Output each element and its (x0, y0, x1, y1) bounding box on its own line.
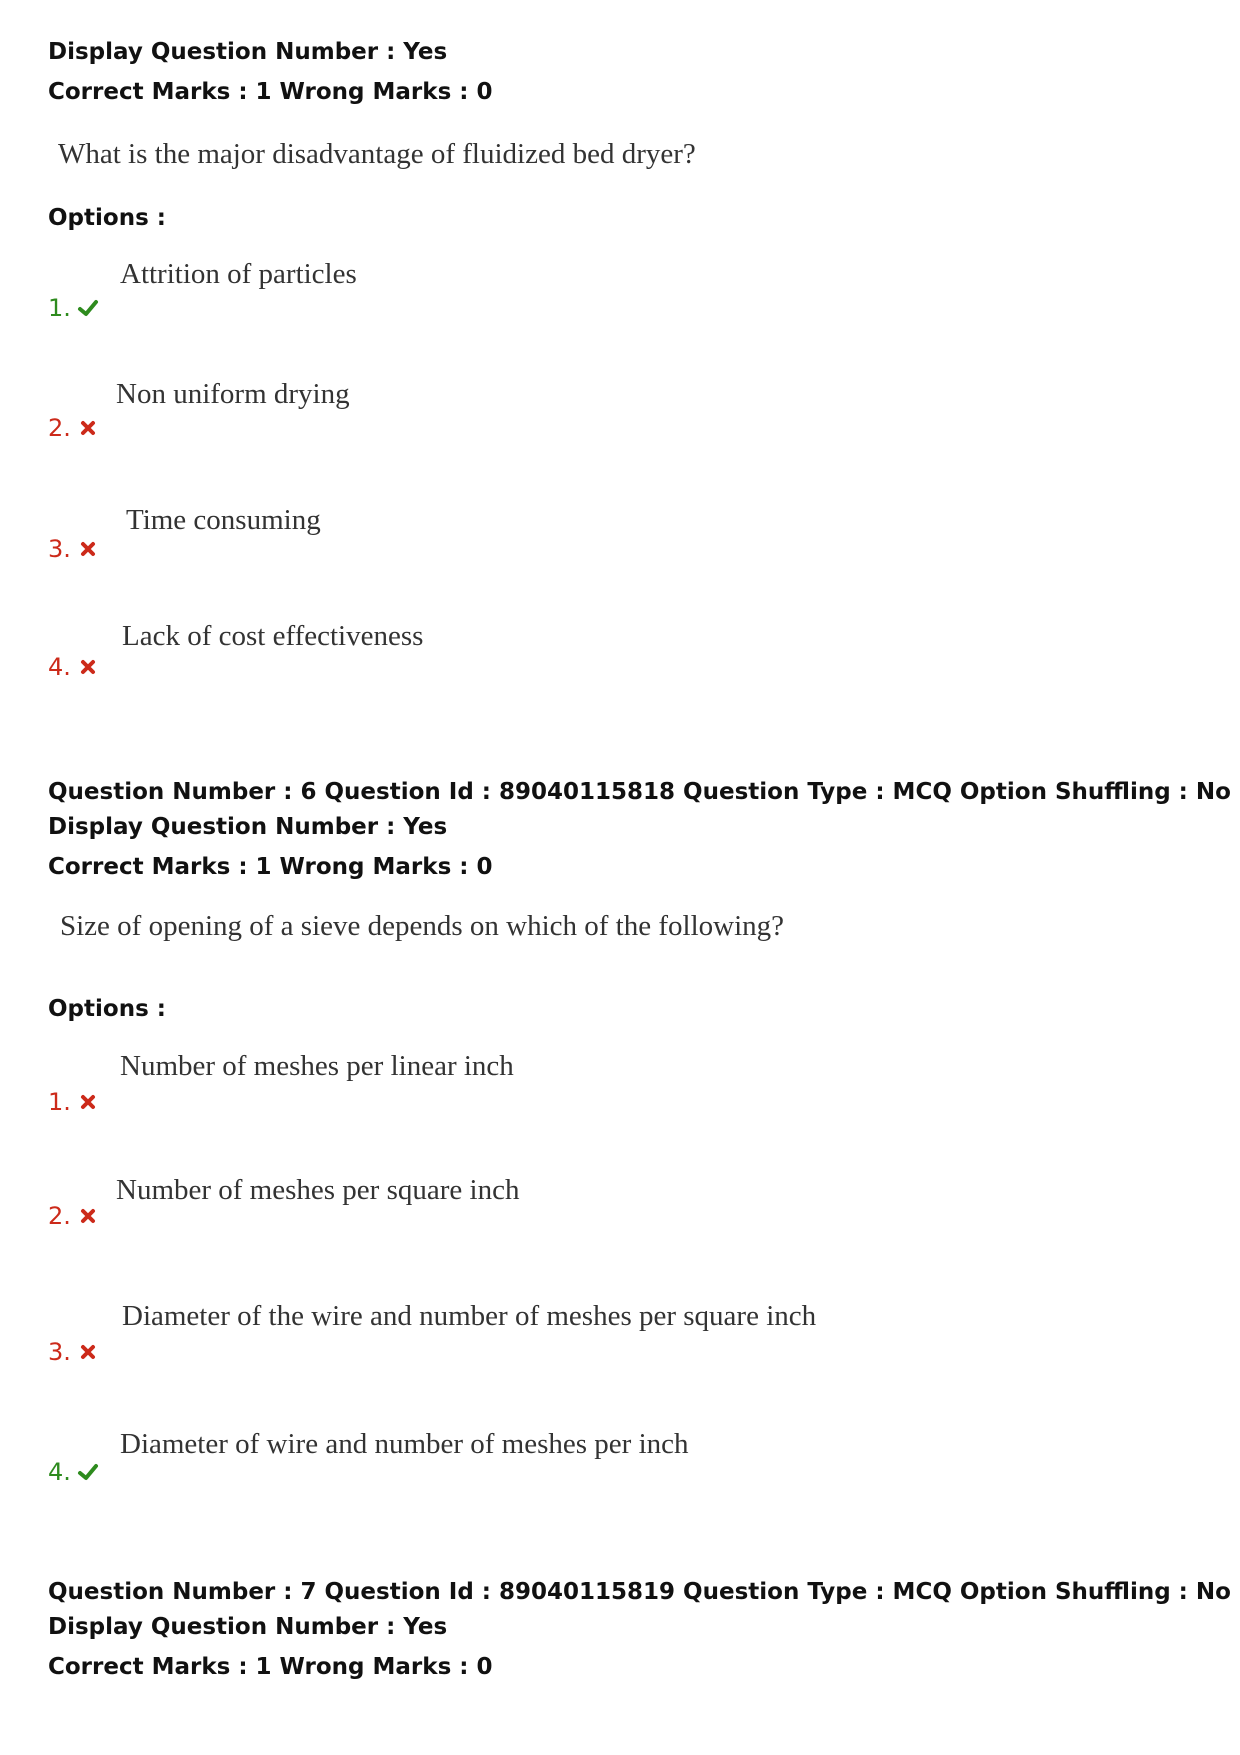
marks-info: Correct Marks : 1 Wrong Marks : 0 (48, 79, 493, 105)
option-number (48, 535, 99, 563)
options-label: Options : (48, 996, 166, 1022)
option-text: Diameter of the wire and number of meshes per square inch (122, 1300, 817, 1332)
wrong-cross-icon (77, 538, 99, 560)
marks-info: Correct Marks : 1 Wrong Marks : 0 (48, 1654, 493, 1680)
option-number-text: 2. (48, 414, 71, 442)
option-text: Diameter of wire and number of meshes per inch (120, 1428, 689, 1460)
option-number-text: 1. (48, 294, 71, 322)
wrong-cross-icon (77, 1205, 99, 1227)
option-number-text: 1. (48, 1088, 71, 1116)
option-number (48, 294, 99, 322)
display-question-number: Display Question Number : Yes (48, 39, 448, 65)
option-text: Attrition of particles (120, 258, 357, 290)
option-number-text: 4. (48, 653, 71, 681)
options-label: Options : (48, 205, 166, 231)
option-number-text: 4. (48, 1458, 71, 1486)
wrong-cross-icon (77, 1341, 99, 1363)
option-number-text: 3. (48, 1338, 71, 1366)
option-number (48, 653, 99, 681)
question-text: Size of opening of a sieve depends on which of the following? (60, 910, 785, 942)
option-number (48, 1088, 99, 1116)
option-text: Time consuming (126, 504, 321, 536)
correct-check-icon (77, 1461, 99, 1483)
display-question-number: Display Question Number : Yes (48, 814, 448, 840)
option-text: Non uniform drying (116, 378, 350, 410)
option-number (48, 1458, 99, 1486)
wrong-cross-icon (77, 417, 99, 439)
option-number-text: 2. (48, 1202, 71, 1230)
option-number (48, 1202, 99, 1230)
wrong-cross-icon (77, 1091, 99, 1113)
option-text: Number of meshes per square inch (116, 1174, 520, 1206)
option-text: Lack of cost effectiveness (122, 620, 424, 652)
option-number (48, 414, 99, 442)
question-header: Question Number : 6 Question Id : 89040115818 Question Type : MCQ Option Shuffling : No (48, 779, 1231, 805)
marks-info: Correct Marks : 1 Wrong Marks : 0 (48, 854, 493, 880)
display-question-number: Display Question Number : Yes (48, 1614, 448, 1640)
option-number (48, 1338, 99, 1366)
correct-check-icon (77, 297, 99, 319)
question-text: What is the major disadvantage of fluidized bed dryer? (58, 138, 696, 170)
wrong-cross-icon (77, 656, 99, 678)
question-header: Question Number : 7 Question Id : 89040115819 Question Type : MCQ Option Shuffling : No (48, 1579, 1231, 1605)
option-text: Number of meshes per linear inch (120, 1050, 514, 1082)
option-number-text: 3. (48, 535, 71, 563)
